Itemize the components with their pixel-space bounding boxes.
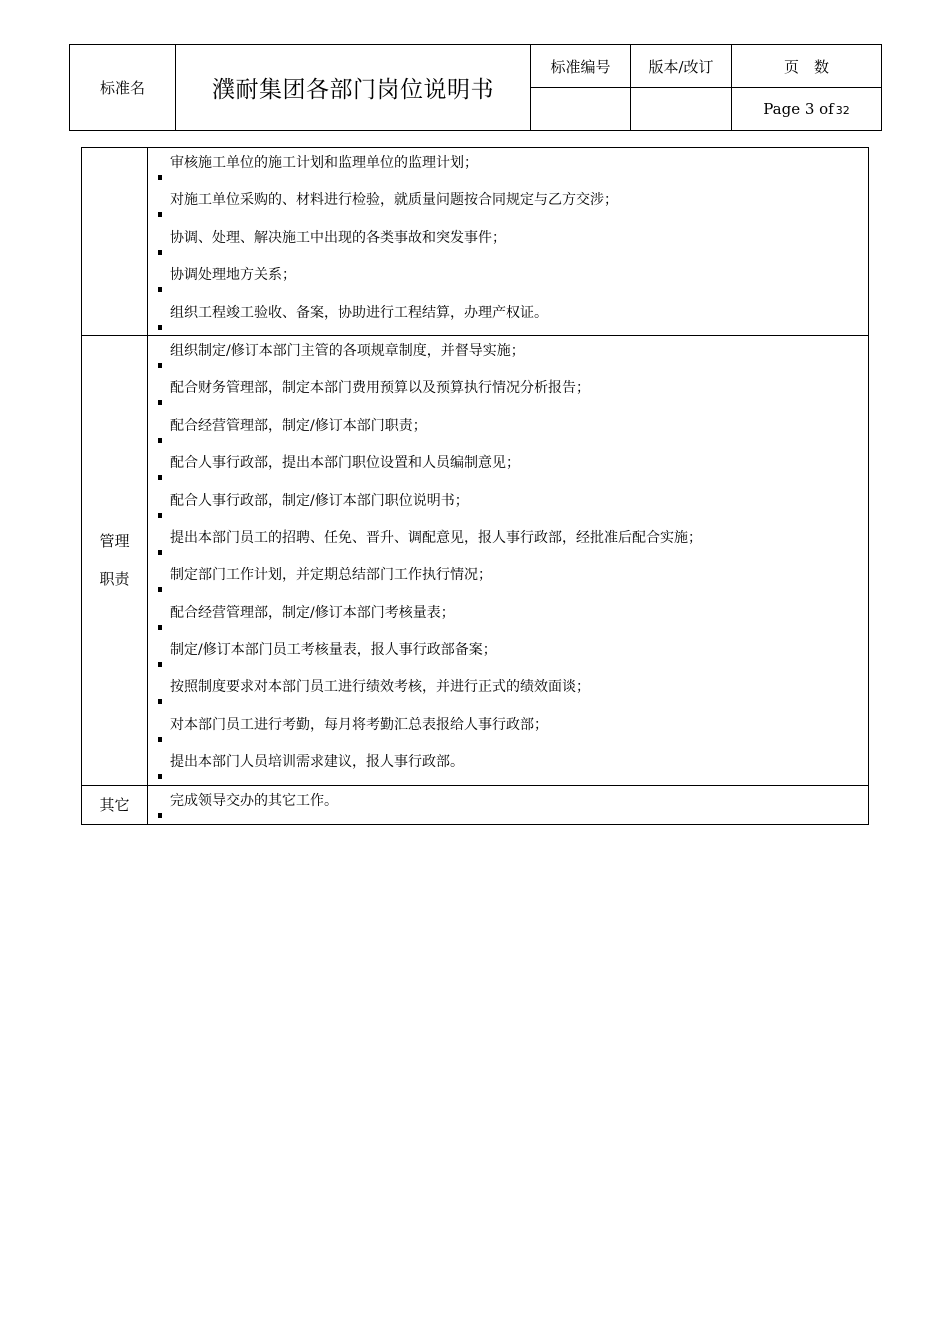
duty-text: 按照制度要求对本部门员工进行绩效考核，并进行正式的绩效面谈； [170,679,590,696]
duties-row [82,148,869,336]
duty-item [148,486,868,523]
section-items [148,148,869,336]
duties-row [82,335,869,785]
square-bullet-icon [158,662,162,667]
standard-number-value [531,88,631,131]
duty-item [148,560,868,597]
standard-number-label: 标准编号 [531,45,631,88]
page-indicator [732,88,882,131]
section-items [148,785,869,824]
square-bullet-icon [158,175,162,180]
duty-text: 制定部门工作计划，并定期总结部门工作执行情况； [170,567,492,584]
duty-text: 配合经营管理部，制定/修订本部门考核量表； [170,604,455,621]
section-label [82,148,148,336]
duty-text: 提出本部门人员培训需求建议，报人事行政部。 [170,754,464,771]
duty-text: 协调、处理、解决施工中出现的各类事故和突发事件； [170,229,506,246]
section-label [82,335,148,785]
square-bullet-icon [158,550,162,555]
duty-text: 对施工单位采购的、材料进行检验，就质量问题按合同规定与乙方交涉； [170,192,618,209]
version-label: 版本/改订 [631,45,732,88]
section-label-line: 管理 [99,532,130,551]
document-header [69,44,882,131]
duty-item [148,185,868,222]
duty-text: 对本部门员工进行考勤，每月将考勤汇总表报给人事行政部； [170,716,548,733]
section-label-line: 职责 [99,570,130,589]
section-items [148,335,869,785]
square-bullet-icon [158,287,162,292]
duty-item [148,448,868,485]
section-label-line: 其它 [99,795,130,814]
duty-item [148,523,868,560]
page-total: 32 [835,104,850,117]
square-bullet-icon [158,400,162,405]
square-bullet-icon [158,325,162,330]
duty-item [148,786,868,823]
duties-row [82,785,869,824]
square-bullet-icon [158,699,162,704]
square-bullet-icon [158,774,162,779]
duty-list [148,786,868,823]
square-bullet-icon [158,813,162,818]
square-bullet-icon [158,737,162,742]
duty-text: 制定/修订本部门员工考核量表，报人事行政部备案； [170,642,497,659]
duty-text: 提出本部门员工的招聘、任免、晋升、调配意见，报人事行政部，经批准后配合实施； [170,529,702,546]
duty-item [148,373,868,410]
duty-item [148,260,868,297]
duty-text: 组织制定/修订本部门主管的各项规章制度，并督导实施； [170,342,525,359]
duty-item [148,411,868,448]
duty-text: 配合人事行政部，制定/修订本部门职位说明书； [170,492,469,509]
duty-text: 协调处理地方关系； [170,267,296,284]
square-bullet-icon [158,438,162,443]
duty-item [148,336,868,373]
duty-list [148,336,868,785]
duty-item [148,635,868,672]
duty-item [148,747,868,784]
duty-item [148,710,868,747]
square-bullet-icon [158,475,162,480]
standard-name-label: 标准名 [70,45,176,131]
duties-table [81,147,869,825]
duty-item [148,598,868,635]
duty-text: 配合财务管理部，制定本部门费用预算以及预算执行情况分析报告； [170,380,590,397]
square-bullet-icon [158,363,162,368]
square-bullet-icon [158,250,162,255]
duty-text: 审核施工单位的施工计划和监理单位的监理计划； [170,155,478,171]
square-bullet-icon [158,625,162,630]
duty-item [148,298,868,335]
pages-label: 页 数 [732,45,882,88]
section-label [82,785,148,824]
duty-text: 组织工程竣工验收、备案，协助进行工程结算，办理产权证。 [170,304,548,321]
duty-text: 配合经营管理部，制定/修订本部门职责； [170,417,427,434]
duty-item [148,148,868,185]
duty-text: 完成领导交办的其它工作。 [170,792,338,809]
duty-list [148,148,868,335]
square-bullet-icon [158,212,162,217]
square-bullet-icon [158,513,162,518]
version-value [631,88,732,131]
duty-item [148,672,868,709]
duty-item [148,223,868,260]
duty-text: 配合人事行政部，提出本部门职位设置和人员编制意见； [170,455,520,472]
document-title: 濮耐集团各部门岗位说明书 [176,45,531,131]
square-bullet-icon [158,587,162,592]
page-text: Page 3 of [763,100,834,118]
